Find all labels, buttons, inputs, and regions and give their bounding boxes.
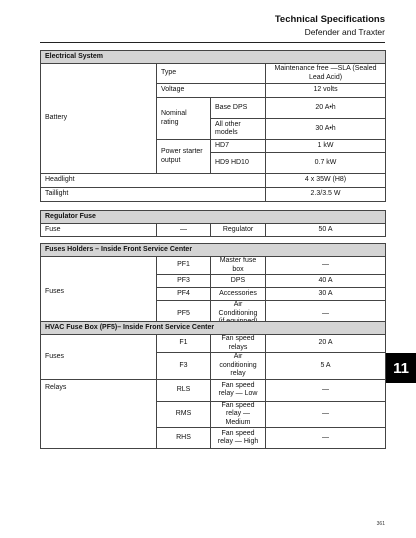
headlight-label: Headlight: [41, 174, 266, 188]
taillight-label: Taillight: [41, 188, 266, 202]
regulator-value: 50 A: [266, 224, 386, 237]
relay-desc: Fan speed relay — High: [211, 428, 266, 449]
all-other-models-value: 30 A•h: [266, 119, 386, 140]
fuse-id: PF3: [157, 275, 211, 288]
regulator-fuse-table: [40, 210, 386, 237]
relay-id: RMS: [157, 401, 211, 428]
fuse-holders-table: [40, 243, 386, 328]
voltage-value: 12 volts: [266, 84, 386, 98]
relay-value: —: [266, 401, 386, 428]
relay-id: RLS: [157, 379, 211, 401]
hvac-fuses-group-label: Fuses: [41, 335, 157, 380]
page-number: 361: [376, 521, 385, 527]
power-starter-label: Power starter output: [157, 140, 211, 174]
relay-value: —: [266, 428, 386, 449]
hd9-hd10-label: HD9 HD10: [211, 153, 266, 174]
header-title: Technical Specifications: [274, 14, 385, 25]
hvac-fuse-desc: Fan speed relays: [211, 335, 266, 353]
hd9-hd10-value: 0.7 kW: [266, 153, 386, 174]
hvac-fuse-value: 20 A: [266, 335, 386, 353]
header-rule: [40, 42, 385, 43]
headlight-value: 4 x 35W (H8): [266, 174, 386, 188]
regulator-heading: Regulator Fuse: [41, 211, 386, 224]
fuse-desc: Master fuse box: [211, 257, 266, 275]
base-dps-value: 20 A•h: [266, 98, 386, 119]
regulator-dash: —: [157, 224, 211, 237]
base-dps-label: Base DPS: [211, 98, 266, 119]
fuse-value: 40 A: [266, 275, 386, 288]
hvac-fuse-box-table: [40, 321, 386, 449]
fuse-value: —: [266, 257, 386, 275]
relays-group-label: Relays: [41, 379, 157, 449]
fuse-desc: DPS: [211, 275, 266, 288]
voltage-label: Voltage: [157, 84, 266, 98]
relay-desc: Fan speed relay — Medium: [211, 401, 266, 428]
battery-label: Battery: [41, 64, 157, 174]
regulator-fuse-label: Fuse: [41, 224, 157, 237]
nominal-rating-label: Nominal rating: [157, 98, 211, 140]
all-other-models-label: All other models: [211, 119, 266, 140]
hvac-fuse-value: 5 A: [266, 353, 386, 380]
fuse-id: PF1: [157, 257, 211, 275]
electrical-heading: Electrical System: [41, 51, 386, 64]
relay-value: —: [266, 379, 386, 401]
chapter-tab: 11: [386, 353, 416, 383]
relay-id: RHS: [157, 428, 211, 449]
relay-desc: Fan speed relay — Low: [211, 379, 266, 401]
hvac-fuse-desc: Air conditioning relay: [211, 353, 266, 380]
hvac-heading: HVAC Fuse Box (PF5)– Inside Front Service Center: [41, 322, 386, 335]
electrical-system-table: [40, 50, 386, 202]
header-subtitle: Defender and Traxter: [304, 27, 385, 37]
fuses-group-label: Fuses: [41, 257, 157, 328]
regulator-name: Regulator: [211, 224, 266, 237]
type-value: Maintenance free —SLA (Sealed Lead Acid): [266, 64, 386, 84]
fuse-holders-heading: Fuses Holders – Inside Front Service Center: [41, 244, 386, 257]
fuse-value: —: [266, 301, 386, 328]
hd7-label: HD7: [211, 140, 266, 153]
fuse-desc: Accessories: [211, 288, 266, 301]
page-header: [275, 14, 385, 38]
hvac-fuse-id: F1: [157, 335, 211, 353]
fuse-desc: Air Conditioning: [211, 301, 266, 328]
type-label: Type: [157, 64, 266, 84]
taillight-value: 2.3/3.5 W: [266, 188, 386, 202]
hvac-fuse-id: F3: [157, 353, 211, 380]
fuse-id: PF5: [157, 301, 211, 328]
hd7-value: 1 kW: [266, 140, 386, 153]
fuse-id: PF4: [157, 288, 211, 301]
fuse-value: 30 A: [266, 288, 386, 301]
